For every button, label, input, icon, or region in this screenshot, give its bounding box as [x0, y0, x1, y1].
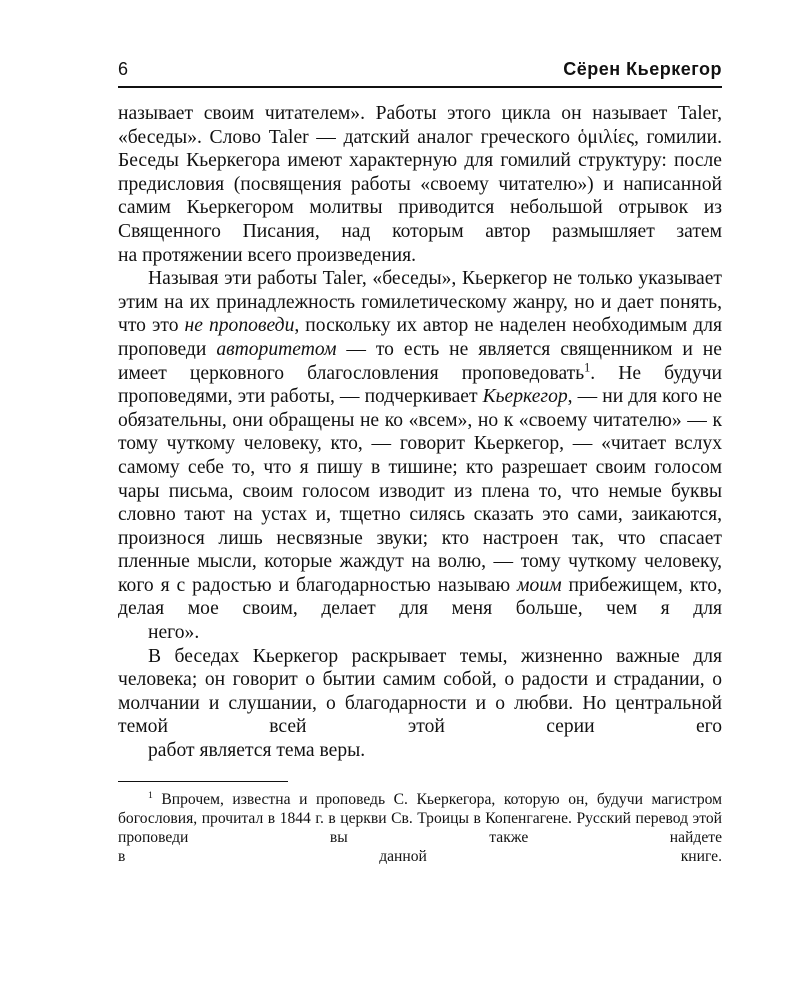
running-title: Сёрен Кьеркегор [563, 59, 722, 79]
paragraph-3 [118, 645, 722, 763]
paragraph-2-last-line: него». [148, 622, 200, 644]
paragraph-2-text-b: , поскольку их автор не наделен необходимым для проповеди [118, 315, 723, 360]
footnote-reference[interactable]: 1 [584, 360, 591, 374]
footnote-text: Впрочем, известна и проповедь С. Кьеркегора, которую он, будучи магистром богословия, прочитал в 1844 г. в церкви Св. Троицы в Копенгагене. Русский перевод этой проповеди вы также найдете [118, 790, 722, 846]
footnote-divider [118, 781, 288, 782]
paragraph-2-text-f: прибежищем, кто, делая мое своим, делает для меня больше, чем я для [118, 574, 722, 620]
paragraph-2-text-c: — то есть не является священником и не имеет церковного благословления проповедовать [118, 338, 722, 384]
emphasis-moim: моим [517, 574, 562, 596]
footnote [118, 790, 722, 866]
footnote-last-line: в данной книге. [118, 847, 722, 865]
emphasis-ne-propovedi: не проповеди [184, 315, 295, 337]
paragraph-2-text-e: , — ни для кого не обязательны, они обращены не ко «всем», но к «своему читателю» — к тому чуткому человеку, кто, — говорит Кьеркегор, — «читает вслух самому себе то, что я пишу в тишине; кто разрешает своим голосом чары письма, своим голосом изводит из плена то, что немые буквы словно тают на устах и, тщетно силясь сказать это сами, заикаются, произнося лишь несвязные звуки; кто настроен так, что спасает пленные мысли, которые жаждут на волю, — тому чуткому человеку, кого я с радостью и благодарностью называю [118, 386, 722, 596]
footnote-marker: 1 [148, 789, 153, 801]
paragraph-3-text: В беседах Кьеркегор раскрывает темы, жизненно важные для человека; он говорит о бытии самим собой, о радости и страдании, о молчании и слушании, о благодарности и о любви. Но центральной темой всей этой серии его [118, 645, 722, 738]
paragraph-2-text-a: Называя эти работы Taler, «беседы», Кьеркегор не только указывает этим на их принадлежность гомилетическому жанру, но и дает понять, что это [118, 268, 722, 337]
paragraph-2 [118, 267, 722, 645]
running-header [118, 58, 722, 88]
paragraph-1-text: называет своим читателем». Работы этого цикла он называет Taler, «беседы». Слово Taler — датский аналог греческого ὁμιλίες, гомилии. Беседы Кьеркегора имеют характерную для гомилий структуру: после предисловия (посвящения работы «своему читателю») и написанной самим Кьеркегором молитвы приводится небольшой отрывок из Священного Писания, над которым автор размышляет затем [118, 103, 722, 242]
emphasis-avtoritetom: авторитетом [216, 338, 337, 360]
body-text [118, 102, 722, 866]
paragraph-2-text-d: . Не будучи проповедями, эти работы, — подчеркивает [118, 362, 722, 408]
page-number: 6 [118, 59, 129, 79]
paragraph-1-last-line: на протяжении всего произведения. [118, 244, 416, 266]
book-page [118, 58, 722, 866]
paragraph-3-last-line: работ является тема веры. [148, 740, 366, 762]
emphasis-kierkegaard: Кьеркегор [482, 386, 568, 408]
paragraph-1 [118, 102, 722, 267]
